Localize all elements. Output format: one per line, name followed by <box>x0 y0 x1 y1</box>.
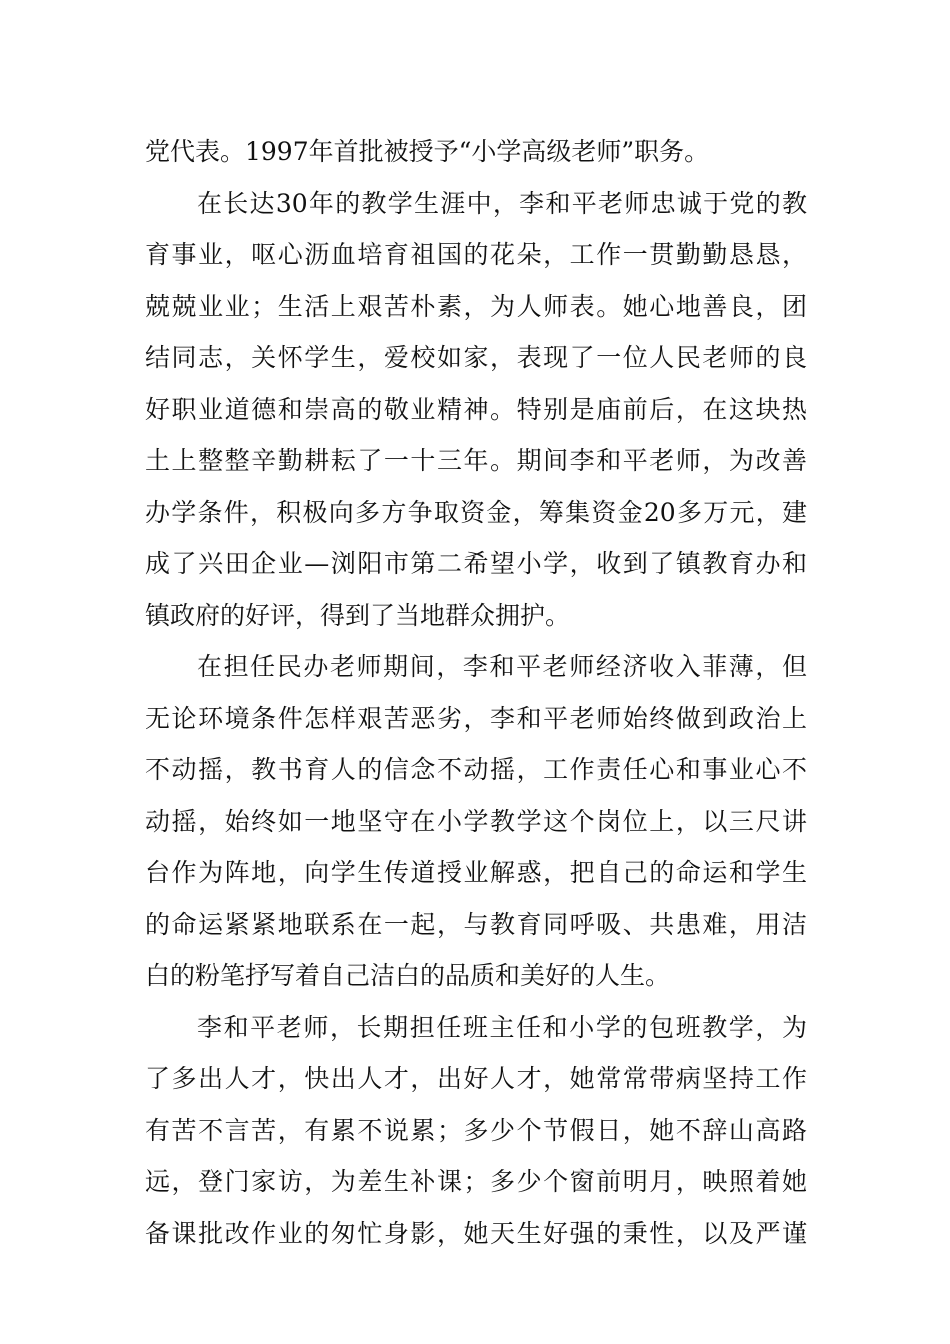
text-line: 成了兴田企业—浏阳市第二希望小学，收到了镇教育办和 <box>145 549 807 578</box>
text-line: 在担任民办老师期间，李和平老师经济收入菲薄，但 <box>197 652 807 681</box>
text-line: 镇政府的好评，得到了当地群众拥护。 <box>145 600 571 630</box>
text-line: 动摇，始终如一地坚守在小学教学这个岗位上，以三尺讲 <box>145 806 807 836</box>
text-line: 无论环境条件怎样艰苦恶劣，李和平老师始终做到政治上 <box>145 703 807 733</box>
text-line: 白的粉笔抒写着自己洁白的品质和美好的人生。 <box>145 961 671 990</box>
text-line: 备课批改作业的匆忙身影，她天生好强的秉性，以及严谨 <box>145 1218 807 1248</box>
document-body <box>145 126 807 1259</box>
text-line: 土上整整辛勤耕耘了一十三年。期间李和平老师，为改善 <box>145 446 807 475</box>
text-line: 的命运紧紧地联系在一起，与教育同呼吸、共患难，用洁 <box>145 909 807 939</box>
text-line: 远，登门家访，为差生补课；多少个窗前明月，映照着她 <box>145 1167 807 1196</box>
text-line: 育事业，呕心沥血培育祖国的花朵，工作一贯勤勤恳恳， <box>145 240 807 269</box>
text-line: 了多出人才，快出人才，出好人才，她常常带病坚持工作 <box>145 1064 807 1093</box>
text-line: 办学条件，积极向多方争取资金，筹集资金20多万元，建 <box>145 497 807 527</box>
text-line: 有苦不言苦，有累不说累；多少个节假日，她不辞山高路 <box>145 1115 807 1145</box>
text-line: 不动摇，教书育人的信念不动摇，工作责任心和事业心不 <box>145 755 807 784</box>
text-line: 结同志，关怀学生，爱校如家，表现了一位人民老师的良 <box>145 343 807 372</box>
text-line: 好职业道德和崇高的敬业精神。特别是庙前后，在这块热 <box>145 394 807 424</box>
text-line: 兢兢业业；生活上艰苦朴素，为人师表。她心地善良，团 <box>145 291 807 321</box>
text-line: 在长达30年的教学生涯中，李和平老师忠诚于党的教 <box>197 188 807 218</box>
text-line: 党代表。1997年首批被授予“小学高级老师”职务。 <box>145 137 710 166</box>
text-line: 台作为阵地，向学生传道授业解惑，把自己的命运和学生 <box>145 858 807 887</box>
text-line: 李和平老师，长期担任班主任和小学的包班教学，为 <box>197 1012 807 1042</box>
